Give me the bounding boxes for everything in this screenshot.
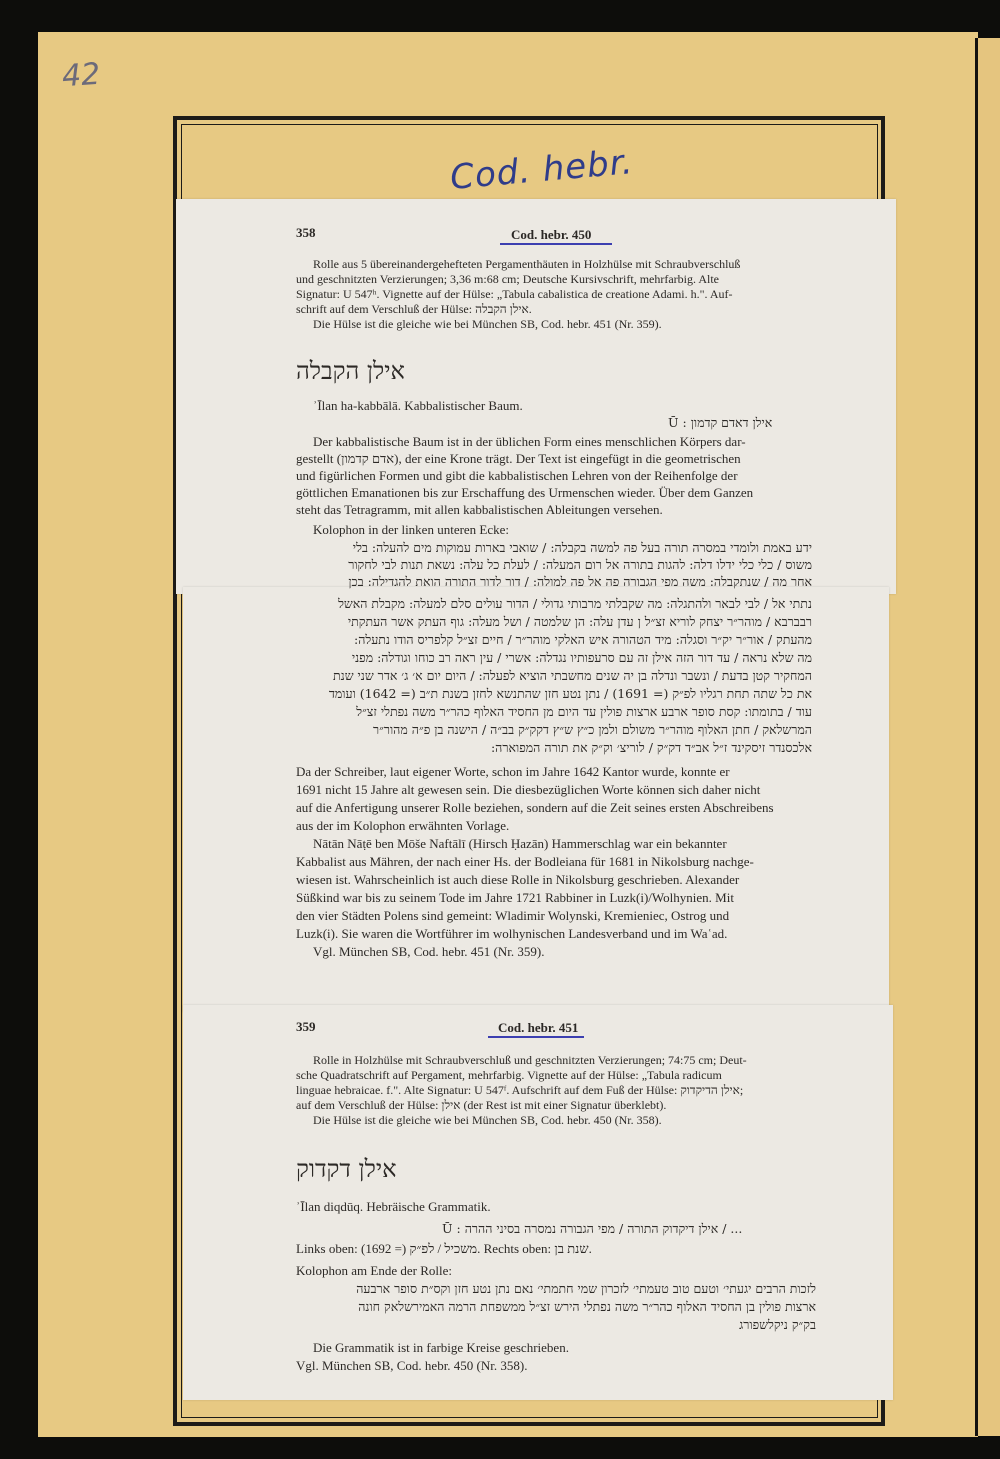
hebrew-line: לזכות הרבים יגעתי׳ וטעם טוב טעמתי׳ לזכרון שמי חתמתי׳ נאם נתן נטע חזן וקס״ת סופר ארבעה <box>356 1281 816 1296</box>
hebrew-line: את כל שתה תחת רגליו לפ״ק (= 1691) / נתן נטע חזן שהתנשא לחזן בשנת ת״ב (= 1642) ועומד <box>328 686 812 701</box>
transliteration: ʾĪlan ha-kabbālā. Kabbalistischer Baum. <box>313 398 523 413</box>
header-underline <box>500 243 612 245</box>
body-line: und figürlichen Formen und gibt die kabbalistischen Lehren von der Reihenfolge der <box>296 468 738 483</box>
hebrew-line: נתתי אל / לבי לבאר ולהתגלה: מה שקבלתי מרבותי גדולי / הדור עולים סלם למעלה: מקבלת האשל <box>338 596 812 611</box>
entry-number: 358 <box>296 225 316 240</box>
hebrew-title: אילן הקבלה <box>296 357 405 385</box>
hebrew-line: אלכסנדר זיסקינד ז״ל אב״ד דק״ק / לוריצ׳ וק״ק את תורה המפוארה: <box>490 740 812 755</box>
description-line: Rolle in Holzhülse mit Schraubverschluß und geschnitzten Verzierungen; 74:75 cm; Deut- <box>313 1053 747 1067</box>
handwritten-page-number: 42 <box>60 56 102 95</box>
body-line: Der kabbalistische Baum ist in der üblichen Form eines menschlichen Körpers dar- <box>313 434 746 449</box>
body-line: 1691 nicht 15 Jahre alt gewesen sein. Die diesbezüglichen Worte können sich daher nicht <box>296 782 761 797</box>
body-line: gestellt (אדם קדמון), der eine Krone trägt. Der Text ist eingefügt in die geometrischen <box>296 451 741 466</box>
description-line: Rolle aus 5 übereinandergehefteten Pergamenthäuten in Holzhülse mit Schraubverschluß <box>313 257 741 271</box>
entry-number: 359 <box>296 1019 316 1034</box>
hebrew-line: המחקיר קטן בדעת / ונשבר ונדלה בן יה שנים מחשבתי הוציא לפעלה: / היום יום א׳ ג׳ אדר שני שנת <box>333 668 812 683</box>
entry-header: Cod. hebr. 450 <box>511 227 592 242</box>
description-line: sche Quadratschrift auf Pergament, mehrfarbig. Vignette auf der Hülse: „Tabula radicum <box>296 1068 722 1082</box>
description-line: linguae hebraicae. f.". Alte Signatur: U 547ᶠ. Aufschrift auf dem Fuß der Hülse: אילן הדיקדוק; <box>296 1083 744 1097</box>
body-line: Da der Schreiber, laut eigener Worte, schon im Jahre 1642 Kantor wurde, konnte er <box>296 764 730 779</box>
header-underline <box>488 1036 584 1038</box>
entry-header: Cod. hebr. 451 <box>498 1020 579 1035</box>
body-line: Nātān Nāṭē ben Mōše Naftālī (Hirsch Ḥazān) Hammerschlag war ein bekannter <box>313 836 727 851</box>
description-line: Die Hülse ist die gleiche wie bei München SB, Cod. hebr. 450 (Nr. 358). <box>313 1113 662 1127</box>
hebrew-line: ארצות פולין בן החסיד האלוף כהר״ר משה נפתלי הירש זצ״ל ממשפחת הרמה האמירשלאק חונה <box>358 1299 816 1314</box>
body-line: Die Grammatik ist in farbige Kreise geschrieben. <box>313 1340 569 1355</box>
hebrew-line: מהעתק / אור״ר יק״ר וסגלה: מיד הטהורה איש האלקי מוהר״ר / חיים זצ״ל קלפריס הודו נתעלה: <box>353 632 812 647</box>
description-line: und geschnitzten Verzierungen; 3,36 m:68 cm; Deutsche Kursivschrift, mehrfarbig. Alte <box>296 272 719 286</box>
body-line: den vier Städten Polens sind gemeint: Wladimir Wolynski, Kremieniec, Ostrog und <box>296 908 730 923</box>
hebrew-line: עוד / בתומתו: קסת סופר ארבע ארצות פולין עד היום מן החסיד האלוף כהר״ר משה נפתלי זצ״ל <box>356 704 812 719</box>
description-line: schrift auf dem Verschluß der Hülse: אילן הקבלה. <box>296 302 532 316</box>
transliteration: ʾĪlan diqdūq. Hebräische Grammatik. <box>296 1199 491 1214</box>
kolophon-label: Kolophon am Ende der Rolle: <box>296 1263 452 1278</box>
description-line: Die Hülse ist die gleiche wie bei München SB, Cod. hebr. 451 (Nr. 359). <box>313 317 662 331</box>
description-line: auf dem Verschluß der Hülse: אילן (der Rest ist mit einer Signatur überklebt). <box>296 1098 667 1112</box>
body-line: auf die Anfertigung unserer Rolle beziehen, sondern auf die Zeit seines ersten Abschreibens <box>296 800 774 815</box>
hebrew-line: מה שלא נראה / עד דור הזה אילן זה עם סרעפותיו נגדלה: אשרי / עין ראה רב כוחו וגודלה: מפני <box>351 650 812 665</box>
body-line: Kabbalist aus Mähren, der nach einer Hs. der Bodleiana für 1681 in Nikolsburg nachge- <box>296 854 754 869</box>
handwritten-frame-label: Cod. hebr. <box>448 142 635 198</box>
u-line: Ū : אילן דאדם קדמון <box>668 415 773 430</box>
links-oben-line: Links oben: (1692 =) משכיל / לפ״ק. Rechts oben: שנת בן. <box>296 1241 592 1256</box>
hebrew-line: משוס / כלי כלי ידלו דלה: להגות בתורה אל רום המעלה: / לעלת כל עלה: נשאת תנות לבי לחקור <box>348 557 812 572</box>
body-line: Vgl. München SB, Cod. hebr. 451 (Nr. 359). <box>313 944 545 959</box>
body-line: wiesen ist. Wahrscheinlich ist auch diese Rolle in Nikolsburg geschrieben. Alexander <box>296 872 740 887</box>
hebrew-line: אחר מה / שנתקבלה: משה מפי הגבורה פה אל פה למולה: / דור לדור התורה הואת להגדילה: בכן <box>348 574 812 589</box>
u-line: Ū : אילן דיקדוק התורה / מפי הגבורה נמסרה בסיני ההרה / ... <box>442 1221 743 1236</box>
hebrew-line: בק״ק ניקלשפורג <box>739 1317 816 1332</box>
body-line: Vgl. München SB, Cod. hebr. 450 (Nr. 358). <box>296 1358 528 1373</box>
body-line: göttlichen Emanationen bis zur Erschaffung des Urmenschen wieder. Über dem Ganzen <box>296 485 754 500</box>
body-line: steht das Tetragramm, mit allen kabbalistischen Ableitungen versehen. <box>296 502 663 517</box>
body-line: aus der im Kolophon erwähnten Vorlage. <box>296 818 510 833</box>
body-line: Luzk(i). Sie waren die Wortführer im wolhynischen Landesverband und im Waʿad. <box>296 926 728 941</box>
hebrew-line: ידע באמת ולומדי במסרה תורה בעל פה למשה בקבלה: / שואבי בארות עמוקות מים להעלה: בלי <box>352 540 812 555</box>
body-line: Süßkind war bis zu seinem Tode im Jahre 1721 Rabbiner in Luzk(i)/Wolhynien. Mit <box>296 890 734 905</box>
description-line: Signatur: U 547ʰ. Vignette auf der Hülse: „Tabula cabalistica de creatione Adami. h.". Auf- <box>296 287 733 301</box>
hebrew-line: המרשלאק / חתן האלוף מוהר״ר משולם ולמן כ״ץ ש״ץ דקק״ק בב״ה / הישנה בן פ״ה מהור״ר <box>372 722 812 737</box>
kolophon-label: Kolophon in der linken unteren Ecke: <box>313 522 510 537</box>
hebrew-line: רבברבא / מוהר״ר יצחק לוריא זצ״ל ן עדן עלה: הן שלמטה / ושל מעלה: גוף העתק אשר העתקתי <box>347 614 812 629</box>
hebrew-title: אילן דקדוק <box>296 1155 397 1183</box>
